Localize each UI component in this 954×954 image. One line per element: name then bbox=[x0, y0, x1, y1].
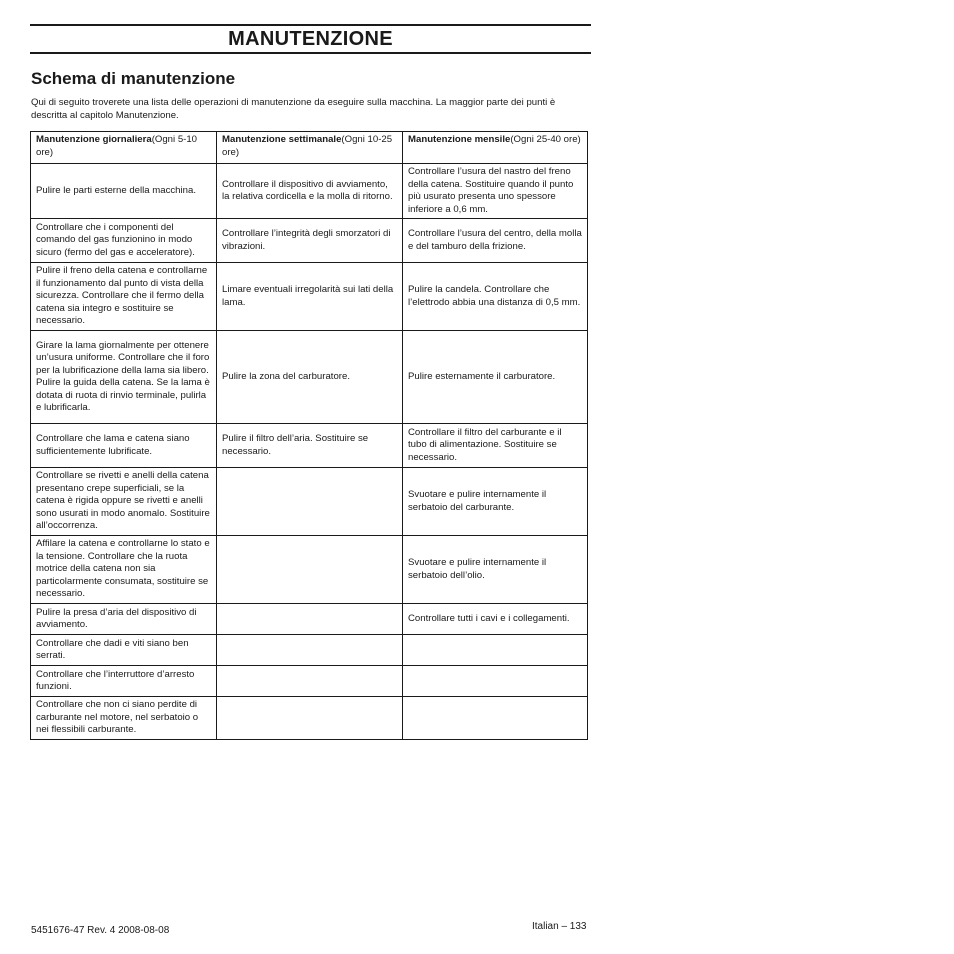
table-cell bbox=[403, 635, 588, 666]
column-header-bold: Manutenzione mensile bbox=[408, 134, 511, 145]
table-cell: Pulire la candela. Controllare che l’elettrodo abbia una distanza di 0,5 mm. bbox=[403, 263, 588, 331]
table-cell: Affilare la catena e controllarne lo stato e la tensione. Controllare che la ruota motrice della catena non sia particolarmente consumata, sostituire se necessario. bbox=[31, 536, 217, 604]
table-cell: Pulire esternamente il carburatore. bbox=[403, 331, 588, 424]
table-cell: Controllare il filtro del carburante e il tubo di alimentazione. Sostituire se necessario. bbox=[403, 424, 588, 468]
column-header-interval: (Ogni 10-25 ore) bbox=[222, 134, 393, 158]
table-row bbox=[31, 536, 588, 604]
table-row bbox=[31, 468, 588, 536]
table-cell bbox=[403, 697, 588, 740]
table-cell: Limare eventuali irregolarità sui lati della lama. bbox=[217, 263, 403, 331]
table-cell bbox=[217, 635, 403, 666]
table-cell: Controllare che lama e catena siano sufficientemente lubrificate. bbox=[31, 424, 217, 468]
table-cell bbox=[217, 697, 403, 740]
table-cell bbox=[217, 536, 403, 604]
table-cell: Controllare l’usura del nastro del freno della catena. Sostituire quando il punto più usurato presenta uno spessore inferiore a 0,6 mm. bbox=[403, 164, 588, 219]
table-cell: Controllare che l’interruttore d’arresto funzioni. bbox=[31, 666, 217, 697]
table-cell: Controllare che i componenti del comando del gas funzionino in modo sicuro (fermo del gas e acceleratore). bbox=[31, 219, 217, 263]
table-cell: Pulire le parti esterne della macchina. bbox=[31, 164, 217, 219]
table-cell: Svuotare e pulire internamente il serbatoio dell’olio. bbox=[403, 536, 588, 604]
table-row bbox=[31, 666, 588, 697]
table-cell bbox=[217, 468, 403, 536]
table-cell: Controllare se rivetti e anelli della catena presentano crepe superficiali, se la catena è rigida oppure se rivetti e anelli sono usurati in modo anomalo. Sostituire all’occorrenza. bbox=[31, 468, 217, 536]
table-row bbox=[31, 697, 588, 740]
table-cell: Controllare il dispositivo di avviamento, la relativa cordicella e la molla di ritorno. bbox=[217, 164, 403, 219]
table-cell: Controllare l’integrità degli smorzatori di vibrazioni. bbox=[217, 219, 403, 263]
table-cell bbox=[403, 666, 588, 697]
document-reference: 5451676-47 Rev. 4 2008-08-08 bbox=[31, 925, 170, 936]
table-cell: Pulire il freno della catena e controllarne il funzionamento dal punto di vista della sicurezza. Controllare che il fermo della catena sia integro e sostituire se necessario. bbox=[31, 263, 217, 331]
page-number: Italian – 133 bbox=[532, 921, 587, 932]
column-header-bold: Manutenzione settimanale bbox=[222, 134, 342, 145]
table-cell: Pulire la presa d’aria del dispositivo di avviamento. bbox=[31, 604, 217, 635]
table-row bbox=[31, 164, 588, 219]
table-cell bbox=[217, 604, 403, 635]
table-row bbox=[31, 604, 588, 635]
table-cell: Girare la lama giornalmente per ottenere un’usura uniforme. Controllare che il foro per la lubrificazione della lama sia libero. Pulire la guida della catena. Se la lama è dotata di ruota di rinvio terminale, pulirla e lubrificarla. bbox=[31, 331, 217, 424]
table-cell: Pulire la zona del carburatore. bbox=[217, 331, 403, 424]
page-title: MANUTENZIONE bbox=[228, 27, 393, 50]
table-cell: Controllare l’usura del centro, della molla e del tamburo della frizione. bbox=[403, 219, 588, 263]
table-row bbox=[31, 424, 588, 468]
table-cell: Pulire il filtro dell’aria. Sostituire se necessario. bbox=[217, 424, 403, 468]
table-header-row bbox=[31, 132, 588, 164]
column-header-daily bbox=[31, 132, 217, 164]
table-cell: Controllare che dadi e viti siano ben serrati. bbox=[31, 635, 217, 666]
column-header-interval: (Ogni 25-40 ore) bbox=[510, 134, 581, 145]
column-header-monthly bbox=[403, 132, 588, 164]
column-header-bold: Manutenzione giornaliera bbox=[36, 134, 152, 145]
table-row bbox=[31, 635, 588, 666]
intro-paragraph: Qui di seguito troverete una lista delle operazioni di manutenzione da eseguire sulla macchina. La maggior parte dei punti è descritta al capitolo Manutenzione. bbox=[31, 97, 556, 121]
table-cell bbox=[217, 666, 403, 697]
column-header-weekly bbox=[217, 132, 403, 164]
table-row bbox=[31, 219, 588, 263]
table-cell: Controllare tutti i cavi e i collegamenti. bbox=[403, 604, 588, 635]
maintenance-schedule-table bbox=[30, 131, 588, 740]
column-header-interval: (Ogni 5-10 ore) bbox=[36, 134, 198, 158]
table-cell: Controllare che non ci siano perdite di carburante nel motore, nel serbatoio o nei flessibili carburante. bbox=[31, 697, 217, 740]
table-row bbox=[31, 331, 588, 424]
page-header bbox=[30, 24, 591, 54]
table-cell: Svuotare e pulire internamente il serbatoio del carburante. bbox=[403, 468, 588, 536]
table-row bbox=[31, 263, 588, 331]
section-title: Schema di manutenzione bbox=[31, 69, 236, 88]
